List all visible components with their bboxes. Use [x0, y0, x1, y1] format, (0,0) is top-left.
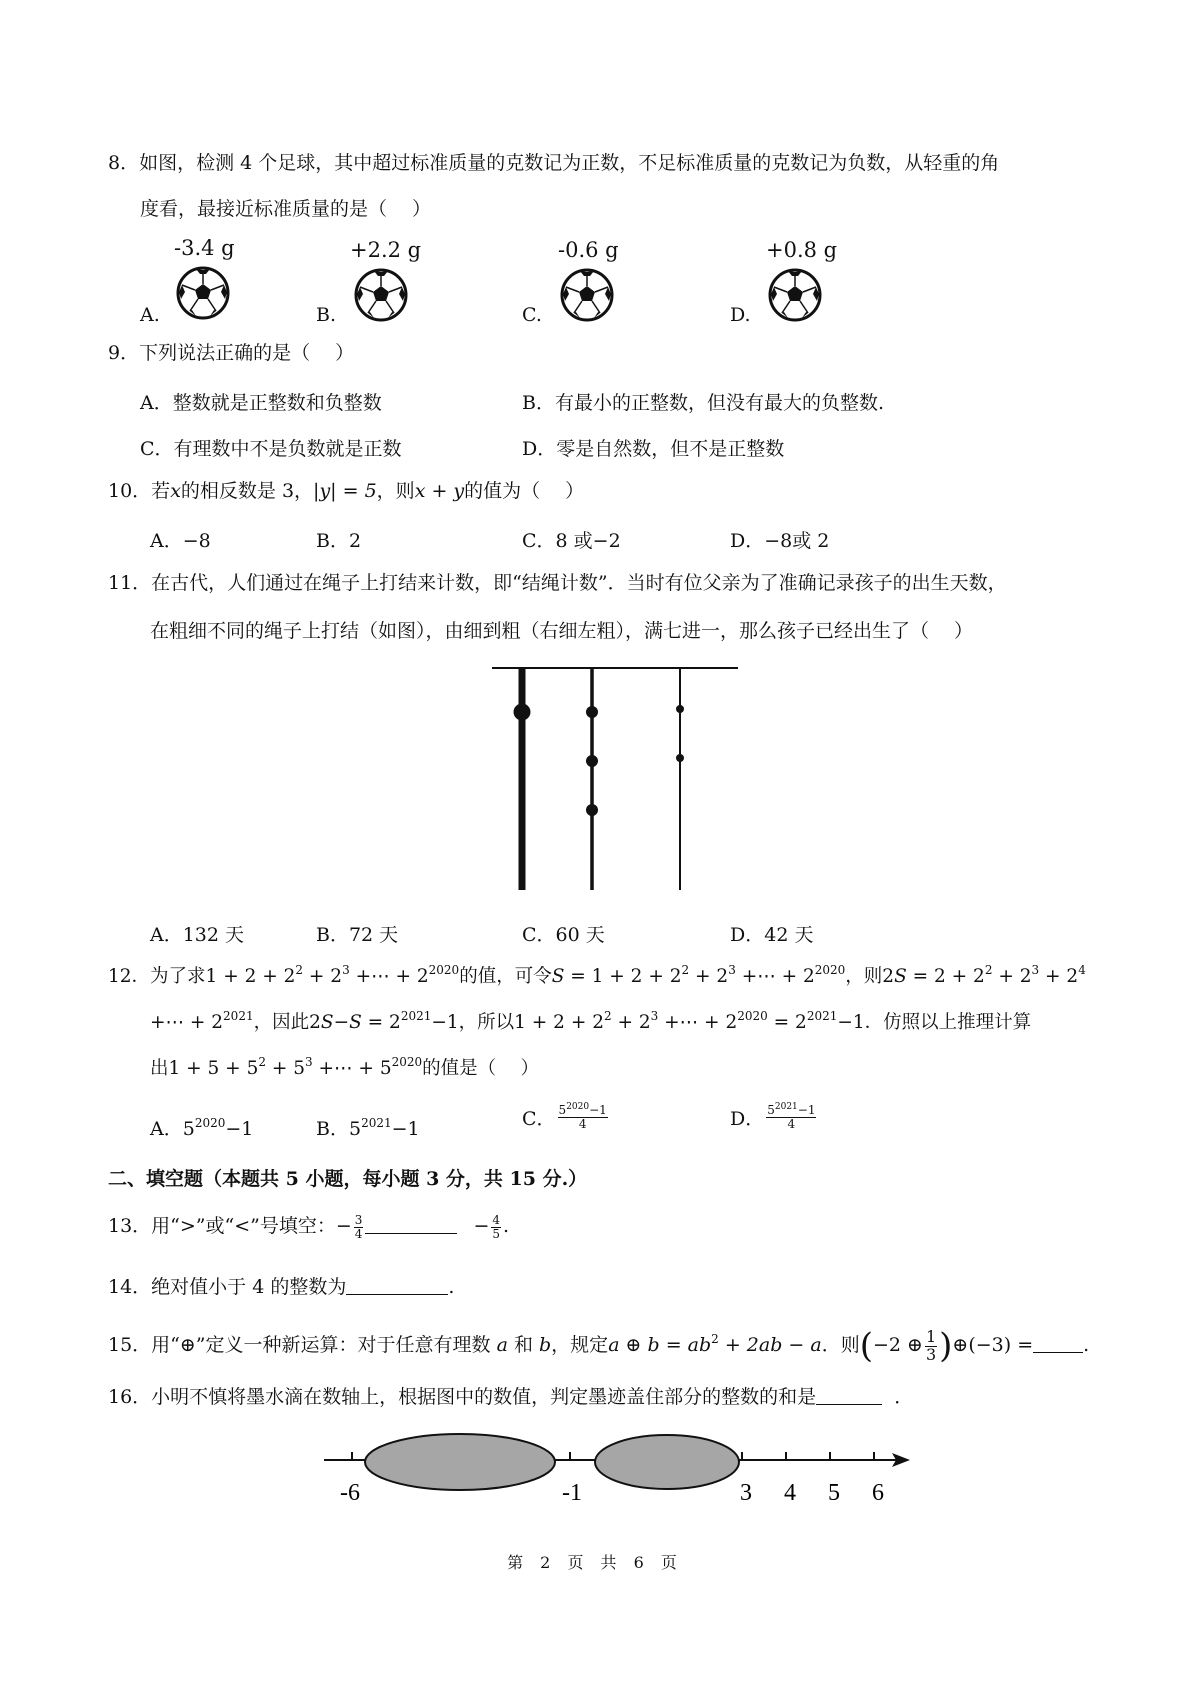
q12-var-s: S — [551, 966, 565, 987]
q12-text: = 2 — [767, 1012, 807, 1033]
q10-abs-y: |y| = 5 — [313, 480, 377, 502]
q12-exp: 2020 — [737, 1009, 768, 1023]
q12-text: +⋯ + 2 — [150, 1012, 224, 1033]
knot — [586, 706, 598, 718]
q12-exp: 2021 — [400, 1009, 432, 1023]
q11-option-a: A．132 天 — [150, 924, 245, 946]
q12-var-s: S — [894, 966, 907, 987]
axis-label: -6 — [340, 1480, 360, 1506]
q10-option-b: B．2 — [316, 530, 362, 552]
q12-stem-line3 — [150, 1055, 540, 1080]
axis-label: 3 — [740, 1480, 752, 1506]
soccer-ball-icon — [768, 268, 822, 322]
q12-option-b — [316, 1114, 420, 1141]
q15-rule: ，规定 — [551, 1334, 609, 1356]
q12-stem-line1 — [108, 963, 1086, 988]
q12-text: +⋯ + 2 — [735, 966, 815, 987]
q10-mid2: ，则 — [376, 480, 415, 502]
q10-suffix: 的值为（ ） — [464, 480, 585, 502]
q12-exp: 3 — [342, 963, 350, 977]
q12-text: + 5 — [265, 1058, 306, 1079]
q12-text: = 2 + 2 — [906, 966, 985, 987]
q10-option-a: A．−8 — [150, 530, 211, 552]
q12-text: = 1 + 2 + 2 — [564, 966, 682, 987]
knot — [676, 705, 684, 713]
q10-mid1: 的相反数是 3， — [180, 480, 314, 502]
q11-option-b: B．72 天 — [316, 924, 399, 946]
q10-sum: x + y — [414, 480, 465, 502]
q12-exp: 2020 — [391, 1055, 423, 1069]
q12-option-a-exp: 2020 — [194, 1116, 226, 1130]
q12-text: 出1 + 5 + 5 — [150, 1058, 259, 1079]
q8-stem-line1: 8．如图，检测 4 个足球，其中超过标准质量的克数记为正数，不足标准质量的克数记为负数，从轻重的角 — [108, 152, 1000, 174]
q15-prefix: 15．用“⊕”定义一种新运算：对于任意有理数 — [108, 1334, 491, 1356]
q12-var-s: S — [349, 1012, 362, 1033]
q12-exp: 2 — [681, 963, 690, 977]
q9-stem: 9．下列说法正确的是（ ） — [108, 342, 355, 364]
q12-text: + 2 — [611, 1012, 651, 1033]
q12-exp: 2 — [603, 1009, 612, 1023]
q12-text: 为了求1 + 2 + 2 — [150, 966, 296, 987]
q14-text: 14．绝对值小于 4 的整数为 — [108, 1276, 347, 1298]
q12-text: = 2 — [361, 1012, 401, 1033]
q12-text: + 2 — [303, 966, 343, 987]
q12-exp: 2 — [295, 963, 304, 977]
q12-text: +⋯ + 2 — [349, 966, 429, 987]
frac-num: 1 — [925, 1326, 937, 1346]
q12-exp: 3 — [650, 1009, 659, 1023]
q11-option-c: C．60 天 — [522, 924, 605, 946]
q15-fraction — [925, 1326, 937, 1364]
q11-option-d: D．42 天 — [730, 924, 814, 946]
q13-prefix: 13．用“>”或“<”号填空：− — [108, 1215, 352, 1238]
section-title: 二、填空题（本题共 5 小题，每小题 3 分，共 15 分.） — [108, 1168, 588, 1190]
q12-text: ，则2 — [845, 966, 895, 987]
q12-option-d-label: D． — [730, 1108, 765, 1130]
q9-option-b: B．有最小的正整数，但没有最大的负整数. — [522, 392, 885, 414]
frac-num: 5 — [767, 1103, 775, 1118]
number-line-figure — [322, 1432, 912, 1522]
q13-fraction-1 — [354, 1214, 364, 1240]
q15-period: . — [1083, 1334, 1090, 1356]
q12-exp: 3 — [1031, 963, 1040, 977]
q12-text: − — [333, 1012, 350, 1033]
q12-stem-line2 — [150, 1009, 1032, 1034]
q15-then: ．则 — [821, 1334, 860, 1356]
q12-exp: 3 — [728, 963, 736, 977]
q11-stem-line2: 在粗细不同的绳子上打结（如图），由细到粗（右细左粗），满七进一，那么孩子已经出生了（ ） — [150, 620, 974, 642]
q8-option-d-value: +0.8 g — [766, 238, 838, 262]
frac-den: 4 — [787, 1117, 796, 1131]
soccer-ball-icon — [560, 268, 614, 322]
q14-answer-blank[interactable] — [346, 1276, 448, 1295]
q12-option-c — [522, 1104, 610, 1131]
q8-option-b-letter: B. — [316, 304, 337, 326]
q12-text: +⋯ + 5 — [312, 1058, 392, 1079]
q12-text: 的值，可令 — [459, 966, 552, 987]
q12-option-b-exp: 2021 — [361, 1116, 392, 1130]
q12-exp: 2021 — [223, 1009, 254, 1023]
q15-formula: a ⊕ b = ab — [608, 1334, 712, 1356]
knot — [586, 804, 598, 816]
q10-option-c: C．8 或−2 — [522, 530, 621, 552]
q12-text: + 2 — [689, 966, 729, 987]
q8-option-b-value: +2.2 g — [350, 238, 422, 262]
q14-period: . — [448, 1276, 455, 1298]
q15-paren-open: ( — [859, 1326, 873, 1366]
q12-text: 的值是（ ） — [422, 1058, 540, 1079]
q12-exp: 3 — [305, 1055, 313, 1069]
q12-exp: 2021 — [806, 1009, 838, 1023]
q8-stem-line2: 度看，最接近标准质量的是（ ） — [140, 198, 432, 220]
knot — [514, 704, 531, 721]
q9-option-a: A．整数就是正整数和负整数 — [140, 392, 382, 414]
frac-num-tail: −1 — [797, 1103, 816, 1118]
q12-var-s: S — [320, 1012, 334, 1033]
q8-option-a-value: -3.4 g — [174, 236, 235, 260]
q9-option-c: C．有理数中不是负数就是正数 — [140, 438, 402, 460]
frac-den: 5 — [492, 1226, 501, 1241]
q15-var-a: a — [496, 1334, 508, 1356]
knot — [586, 755, 598, 767]
q10-stem — [108, 480, 584, 503]
q12-option-c-label: C． — [522, 1108, 556, 1130]
q12-option-b-tail: −1 — [391, 1118, 420, 1140]
q13-answer-blank[interactable] — [365, 1215, 457, 1234]
q13-fraction-2 — [491, 1214, 501, 1240]
axis-label: 5 — [828, 1480, 840, 1506]
frac-num-tail: −1 — [589, 1103, 607, 1118]
q12-text: +⋯ + 2 — [658, 1012, 738, 1033]
knot-rope-figure — [490, 660, 740, 895]
q16 — [108, 1386, 913, 1409]
q15-and: 和 — [507, 1334, 539, 1356]
q12-text: + 2 — [1039, 966, 1079, 987]
q16-period: ． — [894, 1386, 914, 1408]
q15-square: 2 — [711, 1332, 719, 1346]
q12-option-a-base: A．5 — [150, 1118, 195, 1140]
q15-var-b: b — [539, 1334, 552, 1356]
q8-option-d-letter: D. — [730, 304, 751, 326]
q12-option-d-fraction — [766, 1104, 816, 1130]
q12-text: + 2 — [992, 966, 1032, 987]
q10-prefix: 10．若 — [108, 480, 171, 502]
q8-option-c-letter: C. — [522, 304, 542, 326]
q15-formula-tail: + 2ab − a — [718, 1334, 822, 1356]
page-footer: 第 2 页 共 6 页 — [507, 1553, 683, 1572]
soccer-ball-icon — [176, 266, 230, 320]
q11-stem-line1: 11．在古代，人们通过在绳子上打结来计数，即“结绳计数”．当时有位父亲为了准确记录孩子的出生天数， — [108, 572, 1007, 594]
frac-num: 5 — [558, 1103, 567, 1118]
q12-option-b-base: B．5 — [316, 1118, 362, 1140]
q15 — [108, 1326, 1089, 1367]
q12-text: −1．仿照以上推理计算 — [837, 1012, 1032, 1033]
q12-exp: 2 — [258, 1055, 266, 1069]
ink-blot-left — [365, 1434, 555, 1490]
q12-exp: 4 — [1078, 963, 1086, 977]
frac-den: 4 — [354, 1226, 363, 1241]
q15-expr-close: ⊕(−3) = — [952, 1334, 1034, 1356]
frac-num: 3 — [354, 1213, 363, 1227]
q12-option-c-fraction — [558, 1104, 608, 1130]
knot — [676, 754, 684, 762]
q13 — [108, 1214, 509, 1240]
axis-label: 4 — [784, 1480, 796, 1506]
q15-answer-blank[interactable] — [1033, 1334, 1083, 1353]
q15-expr-open: −2 ⊕ — [873, 1334, 923, 1356]
q8-option-c-value: -0.6 g — [558, 238, 619, 262]
q12-option-a — [150, 1114, 253, 1141]
frac-exp: 2021 — [774, 1102, 798, 1113]
q12-exp: 2020 — [814, 963, 846, 977]
soccer-ball-icon — [354, 268, 408, 322]
frac-den: 4 — [578, 1117, 587, 1131]
q16-text: 16．小明不慎将墨水滴在数轴上，根据图中的数值，判定墨迹盖住部分的整数的和是 — [108, 1386, 817, 1408]
q10-option-d: D．−8或 2 — [730, 530, 830, 552]
q13-period: . — [503, 1215, 510, 1238]
q12-exp: 2 — [984, 963, 993, 977]
frac-num: 4 — [492, 1213, 501, 1227]
q15-paren-close: ) — [939, 1326, 953, 1366]
q12-option-d — [730, 1104, 818, 1131]
q8-option-a-letter: A. — [140, 304, 160, 326]
ink-blot-right — [595, 1435, 739, 1489]
axis-label: 6 — [872, 1480, 884, 1506]
q12-text: −1，所以1 + 2 + 2 — [431, 1012, 604, 1033]
frac-den: 3 — [925, 1344, 937, 1364]
q16-answer-blank[interactable] — [816, 1386, 882, 1405]
q13-minus: − — [473, 1215, 490, 1238]
q9-option-d: D．零是自然数，但不是正整数 — [522, 438, 785, 460]
axis-label: -1 — [562, 1480, 582, 1506]
q14 — [108, 1276, 454, 1299]
q12-exp: 2020 — [428, 963, 460, 977]
q12-option-a-tail: −1 — [225, 1118, 254, 1140]
q12-text: ，因此2 — [253, 1012, 321, 1033]
frac-exp: 2020 — [566, 1102, 590, 1113]
q12-number: 12． — [108, 966, 151, 987]
q10-var-x: x — [170, 480, 181, 502]
